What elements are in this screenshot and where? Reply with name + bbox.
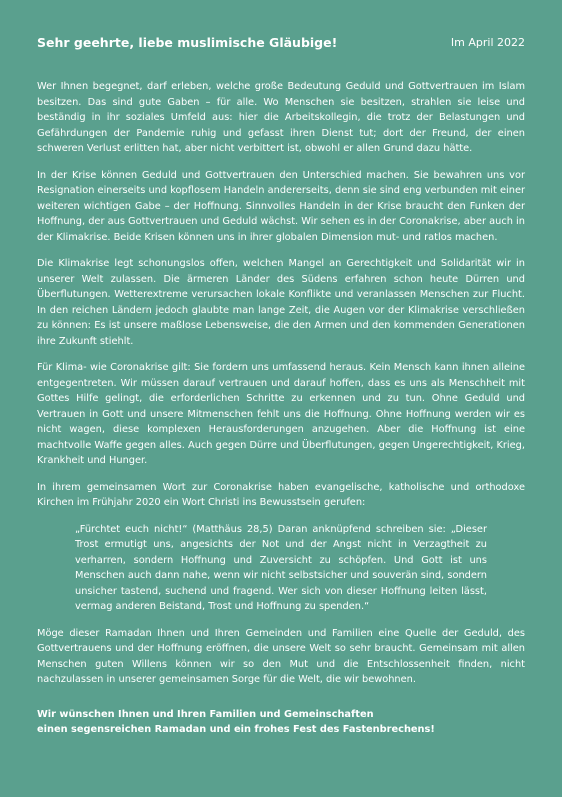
closing-line-1: Wir wünschen Ihnen und Ihren Familien und Gemeinschaften [37, 708, 374, 720]
salutation: Sehr geehrte, liebe muslimische Gläubige! [37, 35, 338, 50]
paragraph-5: In ihrem gemeinsamen Wort zur Coronakrise haben evangelische, katholische und orthodoxe Kirchen im Frühjahr 2020 ein Wort Christi ins Bewusstsein gerufen: [37, 481, 525, 508]
letter-date: Im April 2022 [450, 36, 525, 49]
bible-quote: „Fürchtet euch nicht!“ (Matthäus 28,5) Daran anknüpfend schreiben sie: „Dieser Trost ermutigt uns, angesichts der Not und der Angst nicht in Verzagtheit zu verharren, sondern Hoffnung und Zuversicht zu schöpfen. Und Gott ist uns Menschen auch dann nahe, wenn wir nicht selbstsicher und souverän sind, sondern unsicher tastend, suchend und fragend. Wer sich von dieser Hoffnung leiten lässt, vermag anderen Beistand, Trost und Hoffnung zu spenden.“ [75, 523, 487, 612]
letter-header [37, 35, 525, 55]
closing-line-2: einen segensreichen Ramadan und ein frohes Fest des Fastenbrechens! [37, 724, 435, 735]
paragraph-2: In der Krise können Geduld und Gottvertrauen den Unterschied machen. Sie bewahren uns vor Resignation einerseits und kopflosem Handeln andererseits, denn sie sind eng verbunden mit einer weiteren wichtigen Gabe – der Hoffnung. Sinnvolles Handeln in der Krise braucht den Funken der Hoffnung, der aus Gottvertrauen und Geduld wächst. Wir sehen es in der Coronakrise, aber auch in der Klimakrise. Beide Krisen können uns in ihrer globalen Dimension mut- und ratlos machen. [37, 169, 525, 243]
paragraph-3: Die Klimakrise legt schonungslos offen, welchen Mangel an Gerechtigkeit und Solidarität wir in unserer Welt zulassen. Die ärmeren Länder des Südens erfahren schon heute Dürren und Überflutungen. Wetterextreme verursachen lokale Konflikte und veranlassen Menschen zur Flucht. In den reichen Ländern jedoch glaubte man lange Zeit, die Augen vor der Klimakrise verschließen zu können: Es ist unsere maßlose Lebensweise, die den Armen und den kommenden Generationen ihre Zukunft stiehlt. [37, 258, 525, 347]
closing-greeting [37, 707, 525, 738]
paragraph-4: Für Klima- wie Coronakrise gilt: Sie fordern uns umfassend heraus. Kein Mensch kann ihnen alleine entgegentreten. Wir müssen darauf vertrauen und darauf hoffen, dass es uns als Menschheit mit Gottes Hilfe gelingt, die erforderlichen Schritte zu erkennen und zu tun. Ohne Geduld und Vertrauen in Gott und unsere Mitmenschen fehlt uns die Hoffnung. Ohne Hoffnung werden wir es nicht wagen, diese komplexen Herausforderungen anzugehen. Aber die Hoffnung ist eine machtvolle Waffe gegen alles. Auch gegen Dürre und Überflutungen, gegen Ungerechtigkeit, Krieg, Krankheit und Hunger. [37, 362, 525, 466]
final-paragraph: Möge dieser Ramadan Ihnen und Ihren Gemeinden und Familien eine Quelle der Geduld, des Gottvertrauens und der Hoffnung eröffnen, die unsere Welt so sehr braucht. Gemeinsam mit allen Menschen guten Willens können wir so den Mut und die Entschlossenheit finden, nicht nachzulassen in unserer gemeinsamen Sorge für die Welt, die wir bewohnen. [37, 627, 525, 685]
letter-body [37, 79, 525, 738]
paragraph-1: Wer Ihnen begegnet, darf erleben, welche große Bedeutung Geduld und Gottvertrauen im Islam besitzen. Das sind gute Gaben – für alle. Wo Menschen sie besitzen, strahlen sie leise und beständig in ihr soziales Umfeld aus: hier die Arbeitskollegin, die trotz der Belastungen und Gefährdungen der Pandemie ruhig und gefasst ihren Dienst tut; dort der Freund, der einen schweren Verlust erlitten hat, aber nicht verbittert ist, obwohl er allen Grund dazu hätte. [37, 81, 525, 154]
